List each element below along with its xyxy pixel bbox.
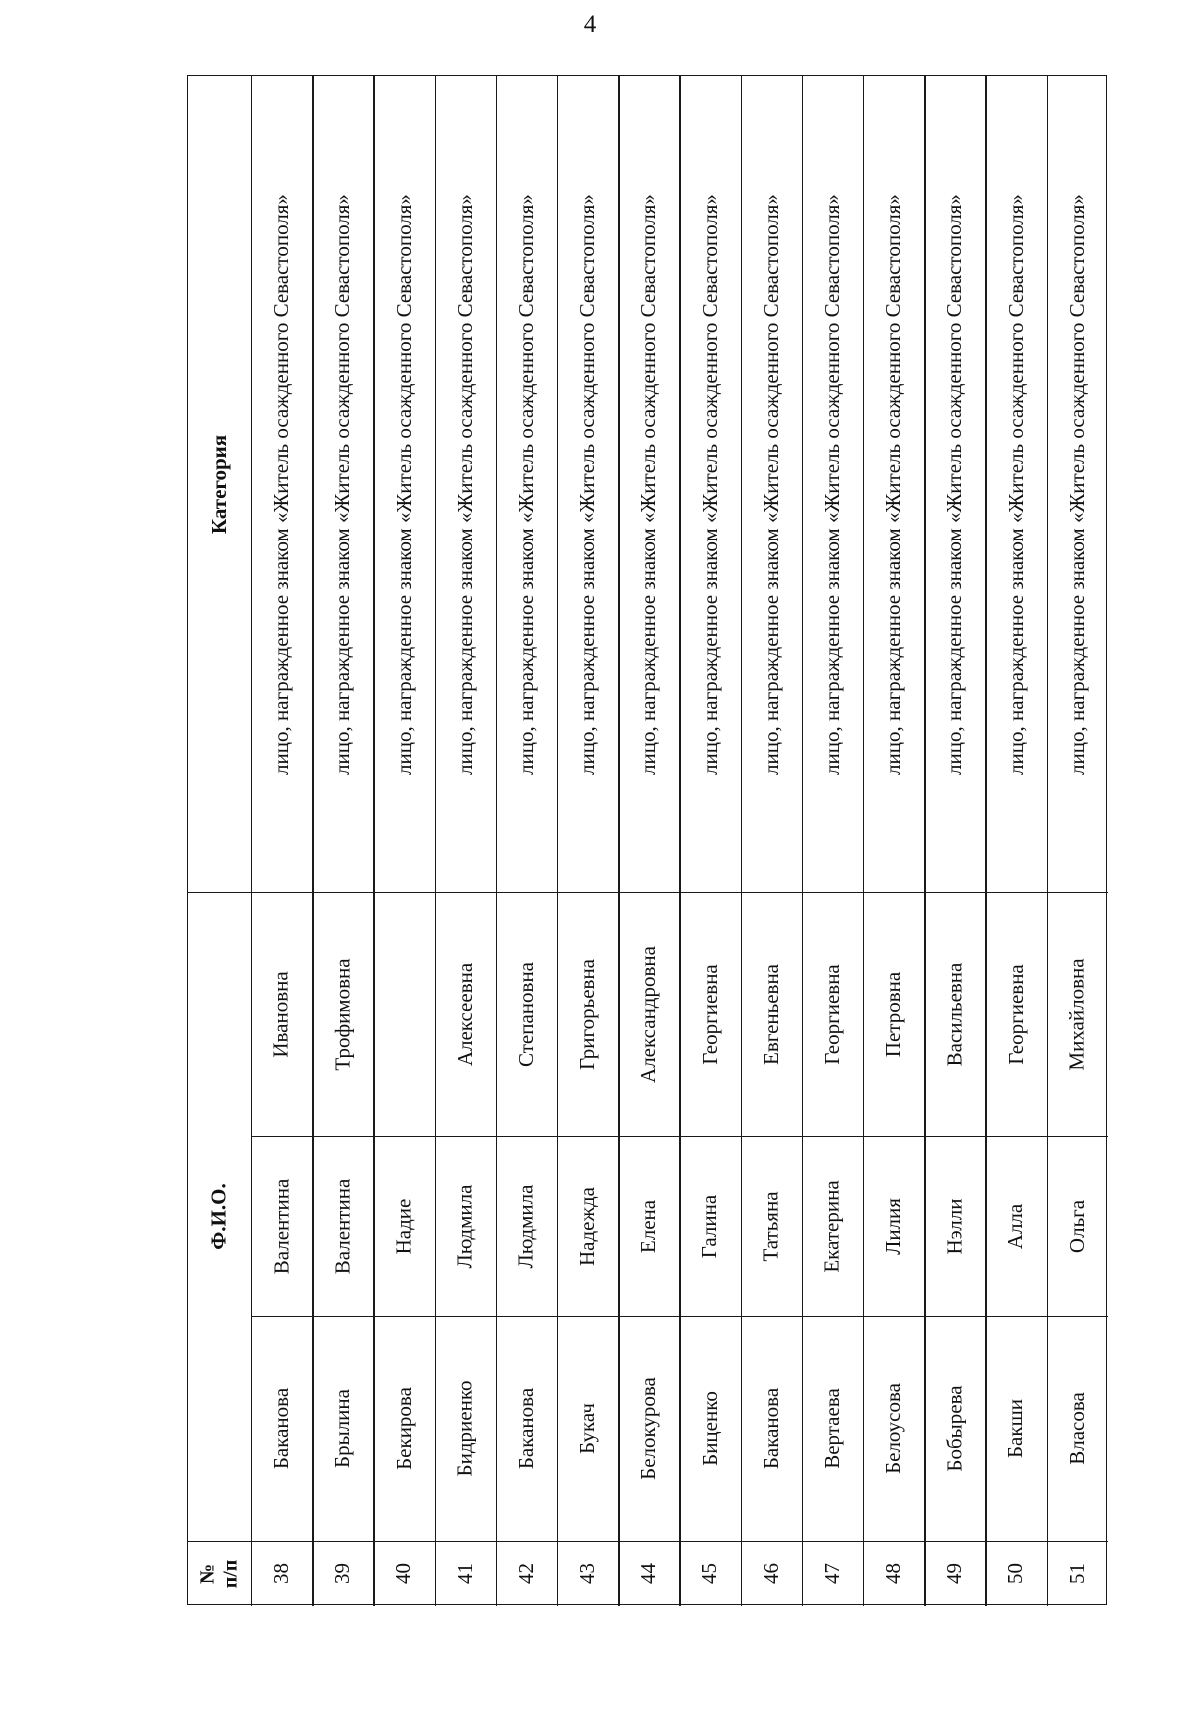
patronymic-text: Григорьевна <box>575 958 600 1070</box>
first-name-text: Людмила <box>513 1184 538 1268</box>
surname-text: Брылина <box>330 1389 355 1468</box>
surname-text: Власова <box>1064 1392 1089 1465</box>
patronymic-cell <box>557 892 618 1136</box>
surname-cell <box>251 1316 312 1541</box>
patronymic-cell <box>618 892 679 1136</box>
row-number-text: 50 <box>1003 1563 1028 1584</box>
patronymic-cell <box>802 892 863 1136</box>
first-name-cell <box>312 1136 373 1316</box>
patronymic-text: Александровна <box>636 945 661 1083</box>
category-cell <box>373 76 434 892</box>
surname-cell <box>373 1316 434 1541</box>
first-name-cell <box>924 1136 985 1316</box>
patronymic-cell <box>373 892 434 1136</box>
first-name-cell <box>496 1136 557 1316</box>
category-cell <box>251 76 312 892</box>
row-number-text: 41 <box>452 1563 477 1584</box>
patronymic-text: Михайловна <box>1064 957 1089 1071</box>
category-text: лицо, награжденное знаком «Житель осажденного Севастополя» <box>575 193 600 775</box>
category-cell <box>435 76 496 892</box>
header-number-line2: п/п <box>219 1559 242 1588</box>
first-name-cell <box>435 1136 496 1316</box>
row-number-cell <box>496 1541 557 1606</box>
surname-cell <box>679 1316 740 1541</box>
surname-cell <box>312 1316 373 1541</box>
first-name-cell <box>557 1136 618 1316</box>
row-number-text: 38 <box>269 1563 294 1584</box>
first-name-cell <box>679 1136 740 1316</box>
header-number-label <box>196 1559 242 1588</box>
surname-text: Бакши <box>1003 1399 1028 1458</box>
patronymic-cell <box>435 892 496 1136</box>
row-number-cell <box>251 1541 312 1606</box>
first-name-cell <box>985 1136 1046 1316</box>
category-text: лицо, награжденное знаком «Житель осажденного Севастополя» <box>269 193 294 775</box>
patronymic-cell <box>985 892 1046 1136</box>
category-cell <box>618 76 679 892</box>
first-name-text: Лилия <box>881 1197 906 1255</box>
surname-text: Вертаева <box>819 1388 844 1469</box>
first-name-text: Людмила <box>452 1184 477 1268</box>
row-number-cell <box>802 1541 863 1606</box>
patronymic-text: Ивановна <box>269 970 294 1058</box>
surname-cell <box>863 1316 924 1541</box>
patronymic-cell <box>741 892 802 1136</box>
row-number-text: 39 <box>330 1563 355 1584</box>
first-name-text: Валентина <box>269 1178 294 1274</box>
category-cell <box>1047 76 1108 892</box>
patronymic-cell <box>496 892 557 1136</box>
surname-text: Баканова <box>758 1387 783 1470</box>
first-name-text: Надие <box>391 1198 416 1254</box>
header-fio-label: Ф.И.О. <box>207 1183 231 1250</box>
patronymic-text: Васильевна <box>942 962 967 1066</box>
row-number-text: 47 <box>819 1563 844 1584</box>
header-number <box>188 1541 251 1606</box>
category-text: лицо, награжденное знаком «Житель осажденного Севастополя» <box>452 193 477 775</box>
category-text: лицо, награжденное знаком «Житель осажденного Севастополя» <box>881 193 906 775</box>
surname-text: Белоусова <box>881 1383 906 1474</box>
category-cell <box>496 76 557 892</box>
first-name-cell <box>251 1136 312 1316</box>
patronymic-cell <box>251 892 312 1136</box>
patronymic-cell <box>312 892 373 1136</box>
surname-cell <box>435 1316 496 1541</box>
category-cell <box>741 76 802 892</box>
first-name-text: Нэлли <box>942 1198 967 1254</box>
header-fio <box>188 892 251 1541</box>
category-cell <box>557 76 618 892</box>
first-name-text: Елена <box>636 1199 661 1253</box>
first-name-cell <box>618 1136 679 1316</box>
category-text: лицо, награжденное знаком «Житель осажденного Севастополя» <box>636 193 661 775</box>
category-cell <box>802 76 863 892</box>
surname-text: Баканова <box>269 1387 294 1470</box>
patronymic-text: Георгиевна <box>819 963 844 1065</box>
header-category-label: Категория <box>207 434 232 534</box>
patronymic-text: Алексеевна <box>452 962 477 1066</box>
first-name-text: Татьяна <box>758 1190 783 1262</box>
first-name-text: Валентина <box>330 1178 355 1274</box>
patronymic-text: Георгиевна <box>1003 963 1028 1065</box>
row-number-text: 44 <box>636 1563 661 1584</box>
row-number-text: 51 <box>1064 1563 1089 1584</box>
header-number-line1: № <box>196 1563 219 1584</box>
row-number-text: 43 <box>575 1563 600 1584</box>
category-cell <box>312 76 373 892</box>
first-name-text: Галина <box>697 1194 722 1258</box>
category-cell <box>924 76 985 892</box>
surname-text: Бекирова <box>391 1387 416 1470</box>
surname-cell <box>496 1316 557 1541</box>
surname-cell <box>618 1316 679 1541</box>
first-name-text: Алла <box>1003 1203 1028 1249</box>
surname-cell <box>802 1316 863 1541</box>
surname-text: Белокурова <box>636 1377 661 1480</box>
category-text: лицо, награжденное знаком «Житель осажденного Севастополя» <box>697 193 722 775</box>
row-number-cell <box>312 1541 373 1606</box>
awardees-table <box>187 75 1107 1605</box>
row-number-cell <box>618 1541 679 1606</box>
category-text: лицо, награжденное знаком «Житель осажденного Севастополя» <box>391 193 416 775</box>
first-name-text: Екатерина <box>819 1179 844 1273</box>
first-name-text: Надежда <box>575 1186 600 1266</box>
patronymic-text: Петровна <box>881 971 906 1057</box>
header-category <box>188 76 251 892</box>
category-text: лицо, награжденное знаком «Житель осажденного Севастополя» <box>758 193 783 775</box>
row-number-text: 46 <box>758 1563 783 1584</box>
row-number-cell <box>741 1541 802 1606</box>
row-number-text: 49 <box>942 1563 967 1584</box>
surname-cell <box>985 1316 1046 1541</box>
category-text: лицо, награжденное знаком «Житель осажденного Севастополя» <box>330 193 355 775</box>
category-cell <box>863 76 924 892</box>
patronymic-cell <box>1047 892 1108 1136</box>
first-name-cell <box>1047 1136 1108 1316</box>
row-number-cell <box>1047 1541 1108 1606</box>
category-text: лицо, награжденное знаком «Житель осажденного Севастополя» <box>1064 193 1089 775</box>
patronymic-cell <box>863 892 924 1136</box>
first-name-cell <box>741 1136 802 1316</box>
row-number-text: 40 <box>391 1563 416 1584</box>
surname-cell <box>741 1316 802 1541</box>
surname-text: Биценко <box>697 1391 722 1466</box>
surname-cell <box>557 1316 618 1541</box>
patronymic-text: Степановна <box>513 961 538 1067</box>
row-number-cell <box>924 1541 985 1606</box>
row-number-text: 48 <box>881 1563 906 1584</box>
patronymic-text: Георгиевна <box>697 963 722 1065</box>
row-number-cell <box>435 1541 496 1606</box>
row-number-cell <box>863 1541 924 1606</box>
category-text: лицо, награжденное знаком «Житель осажденного Севастополя» <box>942 193 967 775</box>
patronymic-text: Евгеньевна <box>758 963 783 1065</box>
first-name-cell <box>863 1136 924 1316</box>
first-name-text: Ольга <box>1064 1199 1089 1253</box>
category-text: лицо, награжденное знаком «Житель осажденного Севастополя» <box>1003 193 1028 775</box>
surname-cell <box>924 1316 985 1541</box>
first-name-cell <box>373 1136 434 1316</box>
patronymic-cell <box>679 892 740 1136</box>
row-number-cell <box>679 1541 740 1606</box>
category-text: лицо, награжденное знаком «Житель осажденного Севастополя» <box>513 193 538 775</box>
category-cell <box>985 76 1046 892</box>
row-number-cell <box>557 1541 618 1606</box>
surname-text: Бобырева <box>942 1385 967 1472</box>
surname-text: Букач <box>575 1403 600 1454</box>
row-number-text: 45 <box>697 1563 722 1584</box>
row-number-cell <box>373 1541 434 1606</box>
surname-text: Бидриенко <box>452 1380 477 1477</box>
category-cell <box>679 76 740 892</box>
surname-text: Баканова <box>513 1387 538 1470</box>
first-name-cell <box>802 1136 863 1316</box>
patronymic-cell <box>924 892 985 1136</box>
surname-cell <box>1047 1316 1108 1541</box>
category-text: лицо, награжденное знаком «Житель осажденного Севастополя» <box>819 193 844 775</box>
row-number-cell <box>985 1541 1046 1606</box>
row-number-text: 42 <box>513 1563 538 1584</box>
patronymic-text: Трофимовна <box>330 957 355 1071</box>
page-number: 4 <box>583 11 597 38</box>
